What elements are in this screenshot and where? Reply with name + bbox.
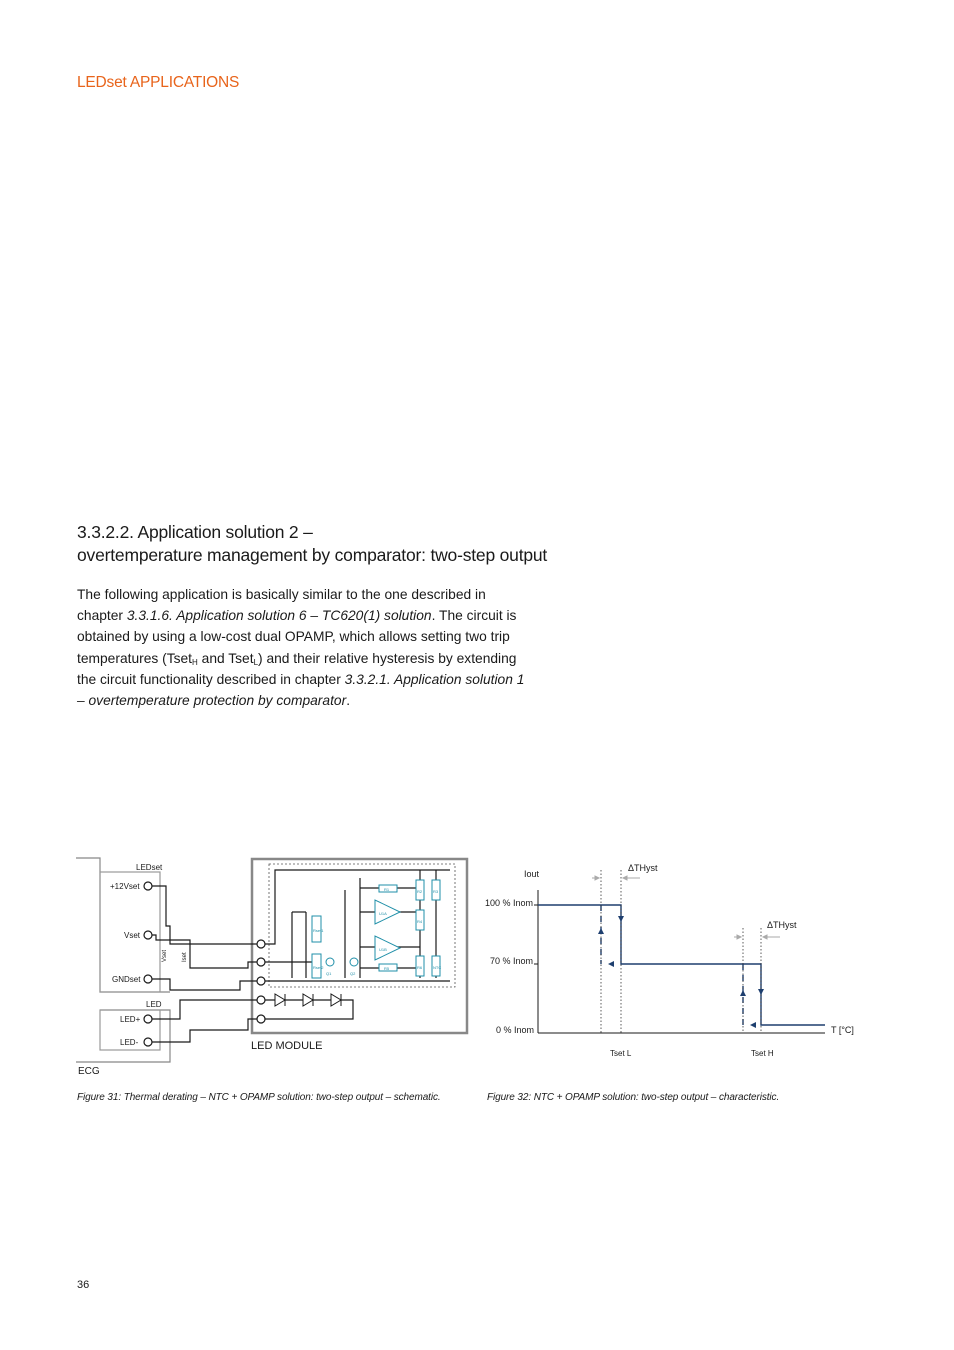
label-ntc: NTC [433,965,442,970]
led-diode-1 [275,994,285,1006]
characteristic-figure [480,850,880,1075]
label-r1: R1 [384,887,390,892]
terminal-12vset [144,882,152,890]
text-span: and Tset [197,650,254,666]
heading-line-1: 3.3.2.2. Application solution 2 – [77,522,313,542]
figure-32-caption: Figure 32: NTC + OPAMP solution: two-step output – characteristic. [487,1092,780,1103]
label-r3: R3 [433,889,439,894]
subscript: H [192,657,198,667]
module-terminal-5 [257,1015,265,1023]
label-12vset: +12Vset [110,882,140,891]
section-heading [77,521,637,567]
label-r4: R4 [417,919,423,924]
terminal-gndset [144,975,152,983]
label-q1: Q1 [326,971,332,976]
terminal-led-plus [144,1015,152,1023]
label-u1b: U1B [379,947,387,952]
heading-line-2: overtemperature management by comparator: two-step output [77,545,548,565]
arrow-up-2 [740,990,746,996]
wire-gnd [152,979,257,990]
subscript: L [253,657,259,667]
y-tick-0: 0 % Inom [496,1025,535,1035]
body-paragraph [77,584,527,711]
x-tick-tset-h: Tset H [751,1049,774,1058]
label-vset-arrow: Vset [162,949,168,962]
schematic-svg [70,850,480,1082]
label-rset1: Rset1 [313,928,324,933]
led-diode-3 [331,994,341,1006]
label-rset2: Rset2 [313,965,324,970]
label-ledset: LEDset [136,863,163,872]
transistor-q2 [350,958,358,966]
hyst-label-2: ΔTHyst [767,920,797,930]
figure-31-caption: Figure 31: Thermal derating – NTC + OPAMP solution: two-step output – schematic. [77,1092,441,1103]
chapter-reference: 3.3.1.6. Application solution 6 – TC620(1) solution [126,608,432,624]
y-tick-70: 70 % Inom [490,956,534,966]
terminal-vset [144,931,152,939]
arrow-down-1 [618,916,624,922]
wire-led-minus [152,1019,257,1042]
label-r6: R6 [417,965,423,970]
arrow-left-2 [750,1022,756,1028]
module-terminal-3 [257,977,265,985]
x-axis-label: T [°C] [831,1025,854,1035]
text-span: . [346,693,351,709]
arrow-down-2 [758,989,764,995]
wire-12v [152,886,257,944]
text-span: ) and their relative hysteresis by extending the circuit functionality described in chapter [77,650,517,687]
ecg-bracket-top [76,858,170,992]
label-ecg: ECG [78,1066,100,1077]
module-terminal-2 [257,958,265,966]
module-terminal-4 [257,996,265,1004]
hyst-label-1: ΔTHyst [628,863,658,873]
page-number: 36 [77,1279,90,1291]
label-iset-arrow: Iset [182,952,188,962]
label-vset: Vset [124,931,141,940]
schematic-figure [70,850,480,1082]
section-header: LEDset APPLICATIONS [77,74,240,91]
label-u1a: U1A [379,911,387,916]
x-tick-tset-l: Tset L [610,1049,632,1058]
led-diode-2 [303,994,313,1006]
label-gndset: GNDset [112,975,141,984]
y-axis-label: Iout [524,869,540,879]
text-span: The following application is basically similar to the one described in chapter [77,587,486,624]
module-terminal-1 [257,940,265,948]
text-span: . The circuit is obtained by using a low-cost dual OPAMP, which allows setting two trip temperatures (Tset [77,608,517,666]
label-led-minus: LED- [120,1038,139,1047]
chapter-reference: 3.3.2.1. Application solution 1 – overtemperature protection by comparator [77,671,525,709]
arrow-up-1 [598,928,604,934]
label-led-plus: LED+ [120,1015,141,1024]
label-led-module: LED MODULE [251,1040,323,1052]
y-tick-100: 100 % Inom [485,898,534,908]
label-q2: Q2 [350,971,356,976]
terminal-led-minus [144,1038,152,1046]
characteristic-svg [480,850,880,1075]
label-led: LED [146,1000,162,1009]
arrow-left [608,961,614,967]
transistor-q1 [326,958,334,966]
label-r5: R5 [384,966,390,971]
label-r2: R2 [417,889,423,894]
